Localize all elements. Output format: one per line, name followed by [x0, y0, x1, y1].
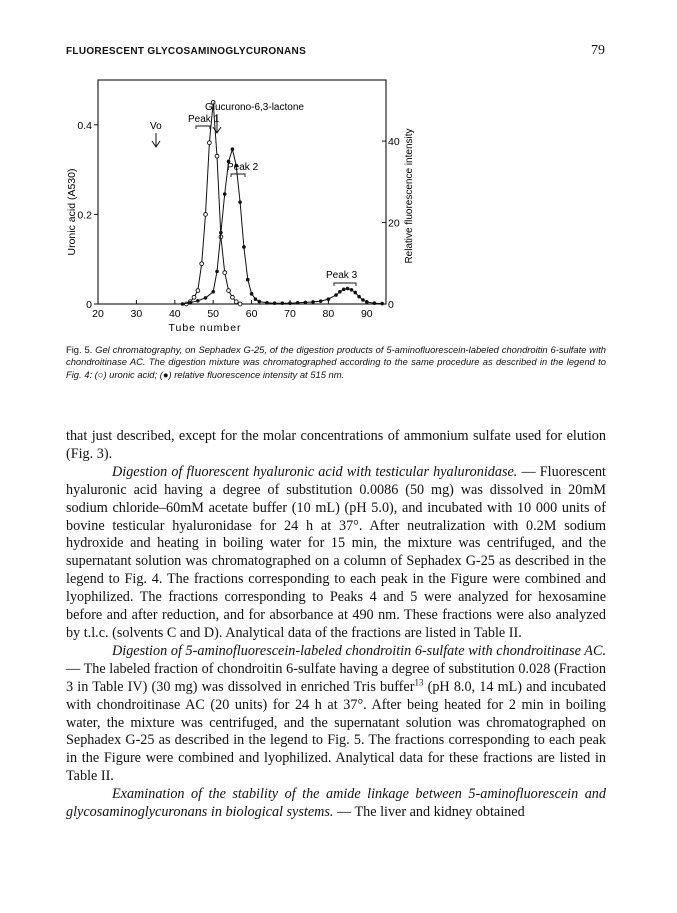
fluorescence-point: [219, 231, 223, 235]
fluorescence-point: [254, 297, 258, 301]
fluorescence-point: [242, 245, 246, 249]
fluorescence-point: [181, 302, 185, 306]
caption-text-b: ) uronic acid; (: [103, 368, 163, 380]
x-tick-label: 60: [245, 308, 258, 320]
open-circle-symbol: ○: [97, 368, 104, 380]
x-tick-label: 40: [168, 308, 181, 320]
fluorescence-point: [211, 290, 215, 294]
paragraph-2-text: — Fluorescent hyaluronic acid having a degree of substitution 0.0086 (50 mg) was dissolved in 20mM sodium chloride–60mM acetate buffer (10 mL) (pH 5.0), and incubated with 10 000 units of bovine testicular hyaluronidase for 24 h at 37°. After neutralization with 0.2M sodium hydroxide and heating in boiling water for 15 min, the mixture was centrifuged, and the supernatant solution was chromatographed on a column of Sephadex G-25 as described in the legend to Fig. 4. The fractions corresponding to each peak in the Figure were combined and lyophilized. The fractions corresponding to Peaks 4 and 5 were analyzed for hexosamine before and after reduction, and for absorbance at 490 nm. These fractions were also analyzed by t.l.c. (solvents C and D). Analytical data of the fractions are listed in Table II.: [66, 463, 606, 641]
uronic-acid-point: [215, 154, 219, 158]
fluorescence-point: [346, 287, 350, 291]
lactone-label: Glucurono-6,3-lactone: [205, 102, 304, 113]
fluorescence-point: [327, 297, 331, 301]
paragraph-4-title: Examination of the stability of the amide linkage between 5-aminofluorescein and glycosaminoglycuronans in biological systems.: [66, 786, 606, 821]
paragraph-3: [66, 643, 606, 786]
x-tick-label: 90: [360, 308, 373, 320]
running-head: FLUORESCENT GLYCOSAMINOGLYCURONANS: [66, 46, 307, 57]
uronic-acid-point: [204, 213, 208, 217]
right-axis-label: Relative fluorescence intensity: [404, 128, 415, 264]
fluorescence-point: [288, 301, 292, 305]
fluorescence-point: [350, 288, 354, 292]
paragraph-3-text-b: (pH 8.0, 14 mL) and incubated with chondroitinase AC (20 units) for 24 h at 37°. After being heated for 2 min in boiling water, the mixture was centrifuged, and the supernatant solution was chromatographed on Sephadex G-25 as described in the legend to Fig. 5. The fractions corresponding to each peak in the Figure were combined and lyophilized. Analytical data for these fractions are listed in Table II.: [66, 678, 606, 785]
x-tick-label: 30: [130, 308, 143, 320]
fluorescence-point: [304, 301, 308, 305]
uronic-acid-point: [192, 295, 196, 299]
uronic-acid-point: [231, 295, 235, 299]
left-tick-label: 0.4: [77, 119, 92, 132]
caption-text-a: Gel chromatography, on Sephadex G-25, of the digestion products of 5-aminofluorescein-labeled chondroitin 6-sulfate with chondroitinase AC. The digestion mixture was chromatographed according to the same procedure as described in the legend to Fig. 4: (: [66, 344, 606, 380]
series-line-uronic-acid: [186, 102, 240, 304]
x-axis-label: Tube number: [168, 322, 242, 334]
right-tick-label: 40: [388, 136, 400, 149]
peak3-bracket: [334, 283, 356, 286]
uronic-acid-point: [234, 300, 238, 304]
paragraph-3-text-a: — The labeled fraction of chondroitin 6-sulfate having a degree of substitution 0.028 (Fraction 3 in Table IV) (30 mg) was dissolved in enriched Tris buffer: [66, 660, 606, 695]
fluorescence-point: [338, 290, 342, 294]
fluorescence-point: [380, 302, 384, 306]
right-axis-ticks: [382, 136, 400, 311]
fluorescence-point: [334, 293, 338, 297]
left-tick-label: 0: [86, 299, 92, 311]
right-tick-label: 0: [388, 299, 394, 311]
uronic-acid-point: [238, 302, 242, 306]
vo-label: Vo: [150, 121, 162, 132]
paragraph-2-title: Digestion of fluorescent hyaluronic acid with testicular hyaluronidase.: [112, 463, 518, 480]
x-tick-label: 20: [92, 308, 104, 320]
x-tick-label: 70: [284, 308, 296, 320]
fluorescence-point: [311, 300, 315, 304]
peak1-bracket: [196, 126, 210, 129]
fluorescence-point: [250, 292, 254, 296]
peak2-label: Peak 2: [227, 162, 259, 173]
caption-text-c: ) relative fluorescence intensity at 515 nm.: [168, 368, 345, 380]
paragraph-4: [66, 786, 606, 822]
fluorescence-point: [296, 301, 300, 305]
left-axis-ticks: [77, 120, 98, 311]
uronic-acid-point: [200, 262, 204, 266]
fluorescence-point: [246, 278, 250, 282]
paragraph-4-text: — The liver and kidney obtained: [333, 804, 525, 821]
paragraph-1: that just described, except for the molar concentrations of ammonium sulfate used for elution (Fig. 3).: [66, 428, 606, 462]
filled-circle-symbol: ●: [162, 368, 169, 380]
fluorescence-point: [204, 296, 208, 300]
uronic-acid-point: [196, 289, 200, 293]
x-tick-label: 50: [207, 308, 220, 320]
uronic-acid-point: [227, 289, 231, 293]
fluorescence-point: [265, 301, 269, 305]
fluorescence-point: [215, 270, 219, 274]
fluorescence-point: [188, 301, 192, 305]
paragraph-3-title: Digestion of 5-aminofluorescein-labeled chondroitin 6-sulfate with chondroitinase AC.: [112, 642, 606, 659]
figure-caption: [66, 344, 606, 381]
fluorescence-point: [361, 298, 365, 302]
fluorescence-point: [238, 200, 242, 204]
x-axis-ticks: [92, 300, 373, 320]
fluorescence-point: [273, 301, 277, 305]
fluorescence-point: [223, 192, 227, 196]
uronic-acid-point: [207, 141, 211, 145]
fluorescence-point: [196, 299, 200, 303]
fluorescence-point: [319, 299, 323, 303]
fluorescence-point: [373, 301, 377, 305]
peak2-bracket: [231, 174, 245, 177]
chromatogram-figure: [0, 0, 677, 340]
caption-fig-label: Fig. 5.: [66, 344, 93, 355]
fluorescence-point: [257, 300, 261, 304]
peak1-label: Peak 1: [188, 114, 220, 125]
fluorescence-point: [357, 295, 361, 299]
fluorescence-point: [342, 288, 346, 292]
left-tick-label: 0.2: [77, 209, 92, 222]
fluorescence-point: [365, 300, 369, 304]
page-number: 79: [591, 43, 605, 58]
fluorescence-point: [353, 291, 357, 295]
annotation-layer: [150, 102, 358, 286]
fluorescence-point: [281, 301, 285, 305]
body-text: [66, 428, 606, 822]
uronic-acid-point: [223, 271, 227, 275]
right-tick-label: 20: [388, 217, 400, 230]
peak3-label: Peak 3: [326, 270, 358, 281]
x-tick-label: 80: [322, 308, 335, 320]
paragraph-2: [66, 464, 606, 643]
left-axis-label: Uronic acid (A530): [66, 168, 78, 256]
fluorescence-point: [231, 147, 235, 151]
reference-superscript: 13: [414, 676, 424, 687]
